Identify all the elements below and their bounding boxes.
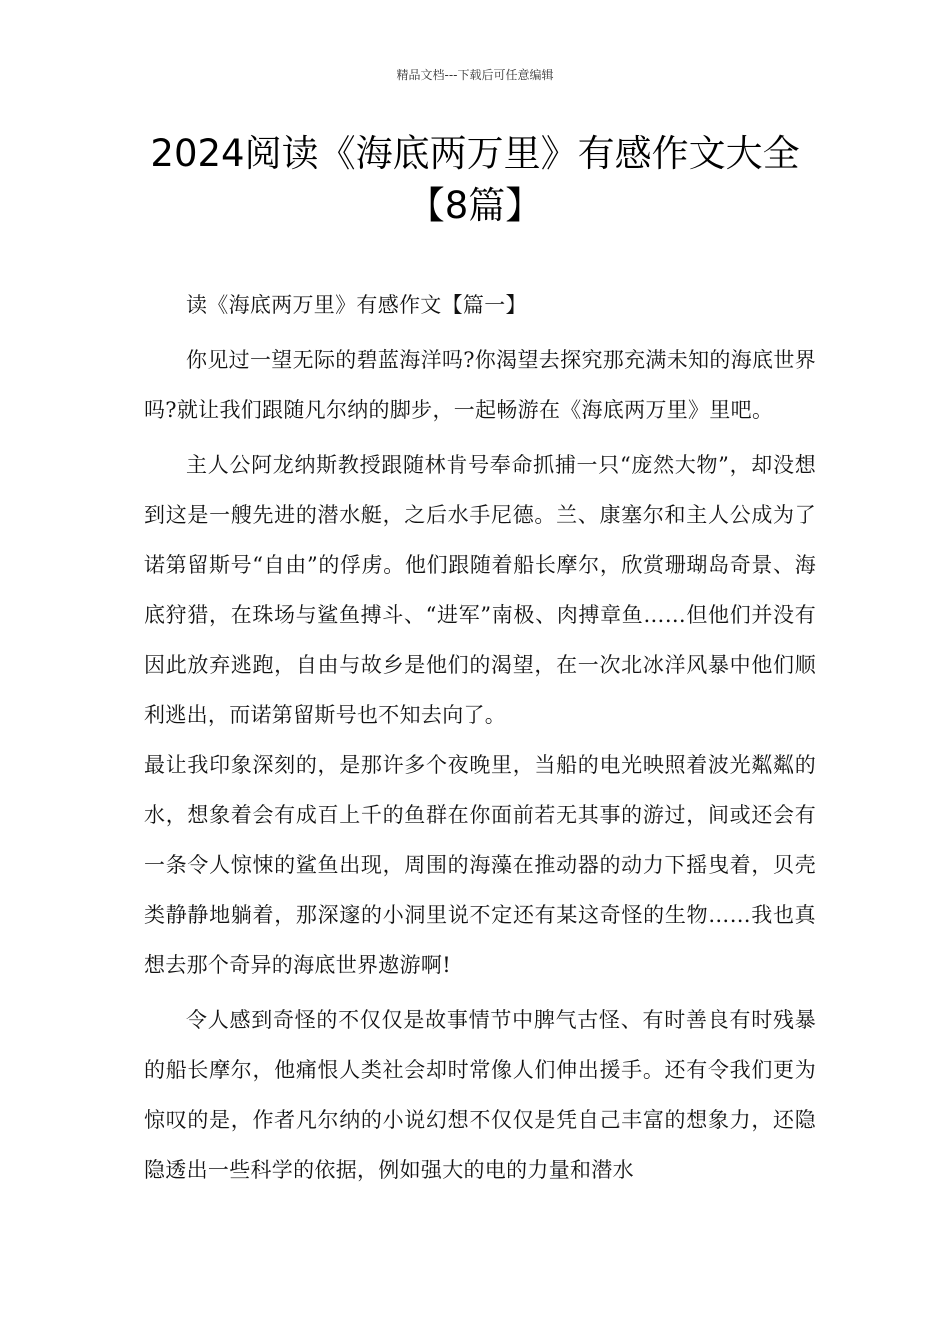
document-body: [144, 280, 816, 1195]
document-title: [100, 128, 850, 232]
title-line-2: 【8篇】: [407, 184, 543, 227]
title-line-1: 2024阅读《海底两万里》有感作文大全: [150, 132, 800, 175]
paragraph-2: 主人公阿龙纳斯教授跟随林肯号奉命抓捕一只“庞然大物”，却没想到这是一艘先进的潜水艇，之后水手尼德。兰、康塞尔和主人公成为了诺第留斯号“自由”的俘虏。他们跟随着船长摩尔，欣赏珊瑚岛奇景、海底狩猎，在珠场与鲨鱼搏斗、“进军”南极、肉搏章鱼……但他们并没有因此放弃逃跑，自由与故乡是他们的渴望，在一次北冰洋风暴中他们顺利逃出，而诺第留斯号也不知去向了。: [144, 453, 816, 727]
paragraph-4: 令人感到奇怪的不仅仅是故事情节中脾气古怪、有时善良有时残暴的船长摩尔，他痛恨人类社会却时常像人们伸出援手。还有令我们更为惊叹的是，作者凡尔纳的小说幻想不仅仅是凭自己丰富的想象力，还隐隐透出一些科学的依据，例如强大的电的力量和潜水: [144, 1008, 816, 1182]
header-note: 精品文档---下载后可任意编辑: [396, 68, 554, 82]
paragraph-3: 最让我印象深刻的，是那许多个夜晚里，当船的电光映照着波光粼粼的水，想象着会有成百上千的鱼群在你面前若无其事的游过，间或还会有一条令人惊悚的鲨鱼出现，周围的海藻在推动器的动力下摇曳着，贝壳类静静地躺着，那深邃的小洞里说不定还有某这奇怪的生物……我也真想去那个奇异的海底世界遨游啊!: [144, 753, 816, 977]
section-heading: 读《海底两万里》有感作文【篇一】: [186, 293, 527, 317]
paragraph-1: 你见过一望无际的碧蓝海洋吗?你渴望去探究那充满未知的海底世界吗?就让我们跟随凡尔纳的脚步，一起畅游在《海底两万里》里吧。: [144, 348, 816, 422]
